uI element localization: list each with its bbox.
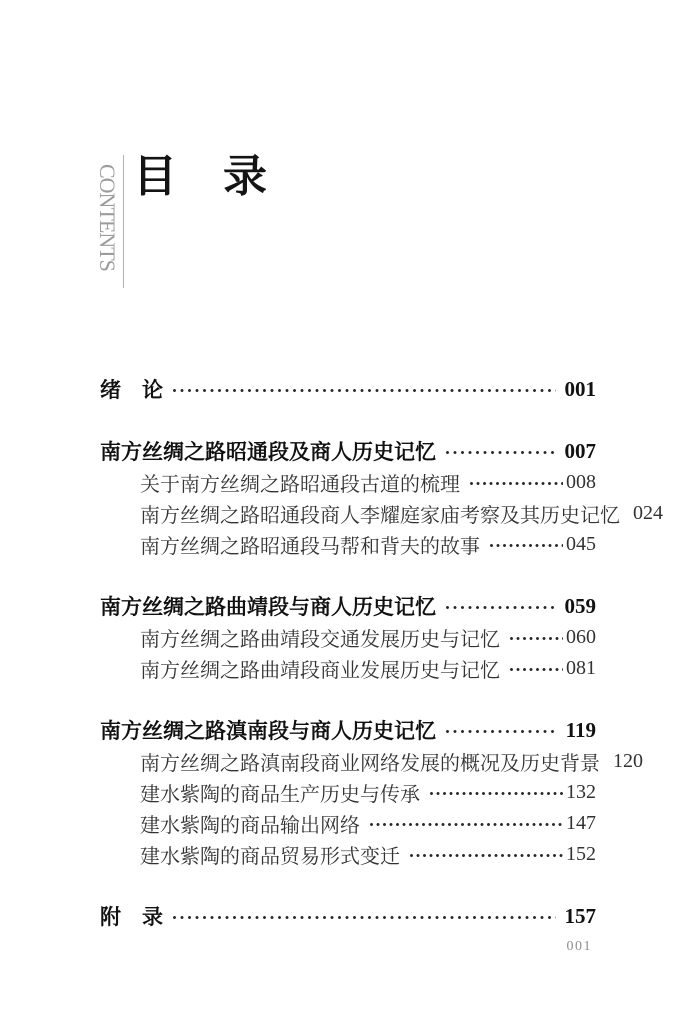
toc-entry-title: 附 录 [100,905,163,929]
toc-entry-title: 南方丝绸之路昭通段马帮和背夫的故事 [140,536,480,558]
toc-entry-page: 157 [564,903,596,928]
dot-leader [446,451,556,454]
dot-leader [430,792,563,795]
dot-leader [490,544,563,547]
toc-entry-title: 南方丝绸之路滇南段与商人历史记忆 [100,719,436,743]
toc-entry-page: 060 [566,626,596,648]
toc-entry-page: 059 [564,593,596,618]
dot-leader [510,668,563,671]
toc-entry [100,435,596,467]
dot-leader [446,606,556,609]
header-divider-line [123,155,124,288]
dot-leader [510,637,563,640]
contents-vertical-label: CONTENTS [95,164,120,271]
toc-entry-page: 132 [566,781,596,803]
toc-entry-title: 南方丝绸之路滇南段商业网络发展的概况及历史背景 [140,753,600,775]
toc-entry-title: 绪 论 [100,378,163,402]
toc-entry-page: 152 [566,843,596,865]
toc-entry-title: 南方丝绸之路曲靖段交通发展历史与记忆 [140,629,500,651]
toc-entry-page: 008 [566,471,596,493]
toc-entry [100,590,596,622]
toc-entry-page: 119 [565,717,596,742]
toc-entry-page: 081 [566,657,596,679]
toc-entry [100,622,596,653]
toc-entry-page: 120 [613,750,643,772]
toc-entry [100,808,596,839]
dot-leader [446,730,557,733]
toc-entry [100,839,596,870]
toc-entry [100,777,596,808]
dot-leader [173,916,556,919]
toc-entry [100,746,643,777]
toc-entry [100,714,596,746]
toc-entry-title: 建水紫陶的商品贸易形式变迁 [140,846,400,868]
toc-entry-page: 001 [564,376,596,401]
toc-entry [100,467,596,498]
toc-list [100,373,663,932]
toc-entry-title: 南方丝绸之路曲靖段与商人历史记忆 [100,595,436,619]
toc-entry-page: 024 [633,502,663,524]
toc-entry-title: 南方丝绸之路曲靖段商业发展历史与记忆 [140,660,500,682]
toc-entry [100,900,596,932]
toc-entry-page: 045 [566,533,596,555]
dot-leader [470,482,563,485]
toc-entry-title: 南方丝绸之路昭通段商人李耀庭家庙考察及其历史记忆 [140,505,620,527]
toc-entry [100,529,596,560]
toc-entry-title: 南方丝绸之路昭通段及商人历史记忆 [100,440,436,464]
dot-leader [370,823,563,826]
toc-entry-title: 建水紫陶的商品输出网络 [140,815,360,837]
page-title: 目 录 [133,152,268,201]
toc-header [94,153,268,288]
toc-entry [100,498,663,529]
dot-leader [173,389,556,392]
toc-entry [100,653,596,684]
toc-entry-title: 关于南方丝绸之路昭通段古道的梳理 [140,474,460,496]
toc-entry-page: 007 [564,438,596,463]
folio-page-number: 001 [566,939,592,954]
toc-entry-title: 建水紫陶的商品生产历史与传承 [140,784,420,806]
dot-leader [410,854,563,857]
toc-entry [100,373,596,405]
toc-entry-page: 147 [566,812,596,834]
